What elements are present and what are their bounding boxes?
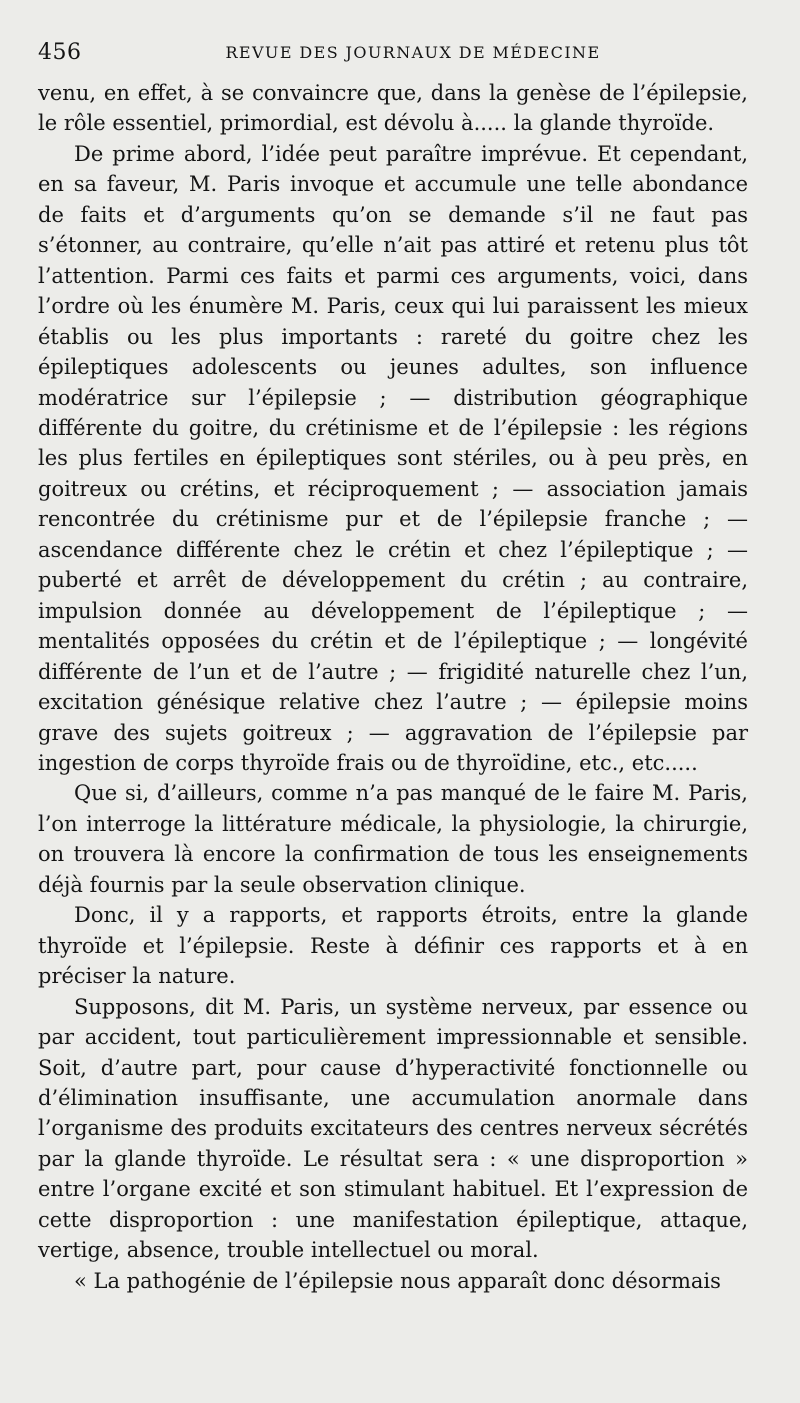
page-number: 456 [38,40,82,65]
running-title: REVUE DES JOURNAUX DE MÉDECINE [225,43,601,62]
paragraph: Donc, il y a rapports, et rapports étroits, entre la glande thyroïde et l’épilepsie. Reste à définir ces rapports et à en préciser la nature. [38,903,748,989]
paragraph: « La pathogénie de l’épilepsie nous apparaît donc désormais [74,1268,721,1293]
article-body [38,78,748,1296]
paragraph: Supposons, dit M. Paris, un système nerveux, par essence ou par accident, tout particulièrement impressionnable et sensible. Soit, d’autre part, pour cause d’hyperactivité fonctionnelle ou d’élimination insuffisante, une accumulation anormale dans l’organisme des produits excitateurs des centres nerveux sécrétés par la glande thyroïde. Le résultat sera : « une disproportion » entre l’organe excité et son stimulant habituel. Et l’expression de cette disproportion : une manifestation épileptique, attaque, vertige, absence, trouble intellectuel ou moral. [38,994,748,1263]
paragraph: venu, en effet, à se convaincre que, dans la genèse de l’épilepsie, le rôle essentiel, primordial, est dévolu à..... la glande thyroïde. [38,81,748,136]
paragraph: De prime abord, l’idée peut paraître imprévue. Et cependant, en sa faveur, M. Paris invoque et accumule une telle abondance de faits et d’arguments qu’on se demande s’il ne faut pas s’étonner, au contraire, qu’elle n’ait pas attiré et retenu plus tôt l’attention. Parmi ces faits et parmi ces arguments, voici, dans l’ordre où les énumère M. Paris, ceux qui lui paraissent les mieux établis ou les plus importants : rareté du goitre chez les épileptiques adolescents ou jeunes adultes, son influence modératrice sur l’épilepsie ; — distribution géographique différente du goitre, du crétinisme et de l’épilepsie : les régions les plus fertiles en épileptiques sont stériles, ou à peu près, en goitreux ou crétins, et réciproquement ; — association jamais rencontrée du crétinisme pur et de l’épilepsie franche ; — ascendance différente chez le crétin et chez l’épileptique ; — puberté et arrêt de développement du crétin ; au contraire, impulsion donnée au développement de l’épileptique ; — mentalités opposées du crétin et de l’épileptique ; — longévité différente de l’un et de l’autre ; — frigidité naturelle chez l’un, excitation génésique relative chez l’autre ; — épilepsie moins grave des sujets goitreux ; — aggravation de l’épilepsie par ingestion de corps thyroïde frais ou de thyroïdine, etc., etc..... [38,141,748,775]
paragraph: Que si, d’ailleurs, comme n’a pas manqué de le faire M. Paris, l’on interroge la littérature médicale, la physiologie, la chirurgie, on trouvera là encore la confirmation de tous les enseignements déjà fournis par la seule observation clinique. [38,781,748,897]
page-header [38,30,748,78]
